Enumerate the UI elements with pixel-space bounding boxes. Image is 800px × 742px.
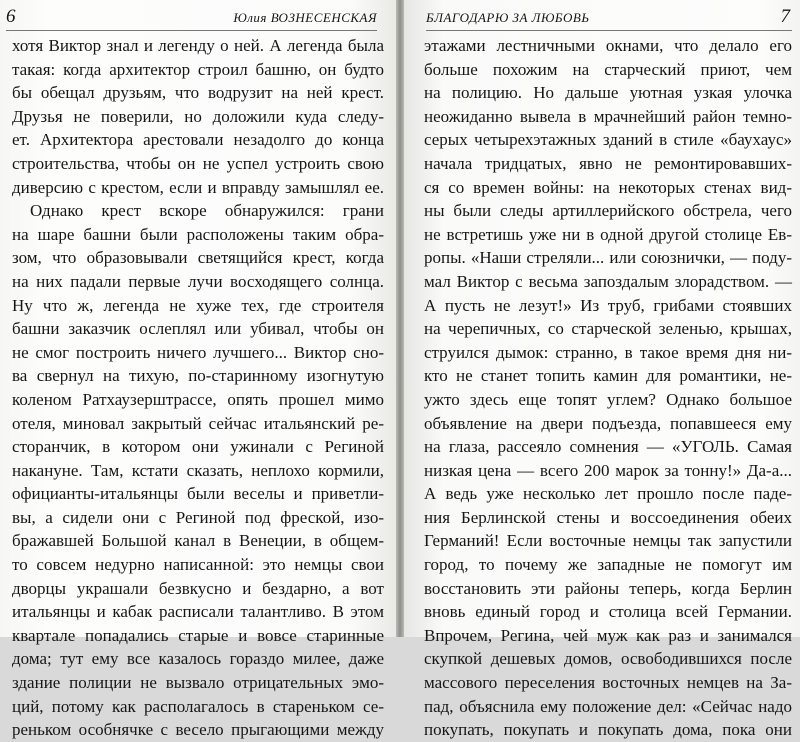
text-line: больше похожим на старческий приют, чем	[424, 59, 792, 79]
text-line: низкая цена — всего 200 марок за тонну!» Да-а...	[424, 460, 792, 480]
text-line: мал Виктор с весьма запоздалым злорадством. —	[424, 271, 792, 291]
text-line: официанты-итальянцы были веселы и приветли-	[12, 484, 384, 504]
text-line: массового переселения восточных немцев на За-	[424, 673, 792, 693]
text-line: квартале попадались старые и вовсе старинные	[12, 625, 384, 645]
text-line: на них падали первые лучи восходящего солнца.	[12, 271, 384, 291]
left-page-text	[12, 34, 384, 742]
right-page-text	[424, 34, 792, 742]
text-line: кто не станет топить камин для романтики, не-	[424, 366, 792, 386]
text-line: ны были следы артиллерийского обстрела, чего	[424, 201, 792, 221]
text-line: восстановить эти районы теперь, когда Берлин	[424, 578, 792, 598]
text-line: накануне. Там, кстати сказать, неплохо кормили,	[12, 460, 384, 480]
text-line: серых четырехэтажных зданий в стиле «баухаус»	[424, 130, 792, 150]
text-line: объявление на двери подъезда, попавшееся ему	[424, 413, 792, 433]
text-line: не смог построить ничего лучшего... Виктор сно-	[12, 342, 384, 362]
text-line: ния Берлинской стены и воссоединения обеих	[424, 507, 792, 527]
left-header-rule	[6, 30, 377, 31]
text-line: Однако крест вскоре обнаружился: грани	[30, 201, 384, 221]
text-line: Германий! Если восточные немцы так запустили	[424, 531, 792, 551]
right-page	[404, 0, 800, 740]
text-line: бражавшей Большой канал в Венеции, в общем-	[12, 531, 384, 551]
text-line: коленом Ратхаузерштрассе, опять прошел мимо	[12, 389, 384, 409]
text-line: сторанчик, в котором они ужинали с Региной	[12, 437, 384, 457]
left-running-head: Юлия ВОЗНЕСЕНСКАЯ	[233, 10, 377, 25]
right-page-number: 7	[780, 6, 790, 27]
text-line: ва свернул на тихую, по-старинному изогнутую	[12, 366, 384, 386]
text-line: ет. Архитектора арестовали незадолго до конца	[12, 130, 384, 150]
text-line: дворцы украшали безвкусно и бездарно, а вот	[12, 578, 384, 598]
text-line: этажами лестничными окнами, что делало его	[424, 36, 792, 55]
text-line: такая: когда архитектор строил башню, он будто	[12, 59, 384, 79]
text-line: покупать, покупать и покупать дома, пока они	[424, 720, 792, 740]
text-line: А пусть не лезут!» Из труб, грибами стоявших	[424, 295, 792, 315]
text-line: диверсию с крестом, если и вправду замышлял ее.	[12, 177, 384, 197]
text-line: пад, объяснила ему положение дел: «Сейчас надо	[424, 696, 792, 716]
left-page-number: 6	[6, 6, 16, 27]
text-line: башни заказчик ослеплял или убивал, чтобы он	[12, 319, 384, 339]
text-line: струился дымок: странно, в такое время дня ни-	[424, 342, 792, 362]
text-line: отеля, миновал закрытый сейчас итальянский ре-	[12, 413, 384, 433]
text-line: ся со времен войны: на некоторых стенах вид-	[424, 177, 792, 197]
text-line: неожиданно вывела в мрачнейший район темно-	[424, 106, 792, 126]
text-line: ропы. «Наши стреляли... или союзнички, — поду-	[424, 248, 792, 268]
text-line: зом, что образовывали светящийся крест, когда	[12, 248, 384, 268]
right-running-head: БЛАГОДАРЮ ЗА ЛЮБОВЬ	[426, 10, 590, 25]
text-line: вы, а сидели они с Региной под фреской, изо-	[12, 507, 384, 527]
text-line: дома; тут ему все казалось гораздо милее, даже	[12, 649, 384, 669]
text-line: здание полиции не вызвало отрицательных эмо-	[12, 673, 384, 693]
text-line: Впрочем, Регина, чей муж как раз и занимался	[424, 625, 792, 645]
text-line: А ведь уже несколько лет прошло после паде-	[424, 484, 792, 504]
text-line: начала тридцатых, явно не ремонтировавших-	[424, 153, 792, 173]
text-line: скупкой дешевых домов, освободившихся после	[424, 649, 792, 669]
book-gutter	[396, 0, 404, 637]
text-line: итальянцы и кабак расписали талантливо. В этом	[12, 602, 384, 622]
text-line: на черепичных, со старческой зеленью, крышах,	[424, 319, 792, 339]
text-line: Друзья не поверили, но доложили куда следу-	[12, 106, 384, 126]
text-line: то совсем недурно написанной: это немцы свои	[12, 555, 384, 575]
text-line: вновь единый город и столица всей Германии.	[424, 602, 792, 622]
text-line: реньком особнячке с весело прыгающими между	[12, 720, 384, 740]
text-line: город, то почему же западные не помогут им	[424, 555, 792, 575]
text-line: хотя Виктор знал и легенду о ней. А легенда была	[12, 36, 384, 55]
text-line: ций, потому как располагалось в стареньком се-	[12, 696, 384, 716]
left-page	[0, 0, 396, 740]
text-line: на шаре башни были расположены таким обра-	[12, 224, 384, 244]
text-line: на глаза, рассеяло сомнения — «УГОЛЬ. Самая	[424, 437, 792, 457]
text-line: ужто здесь еще топят углем? Однако большое	[424, 389, 792, 409]
text-line: Ну что ж, легенда не хуже тех, где строителя	[12, 295, 384, 315]
right-header-rule	[426, 30, 792, 31]
text-line: бы обещал друзьям, что водрузит на ней крест.	[12, 83, 384, 103]
text-line: на полицию. Но дальше уютная узкая улочка	[424, 83, 792, 103]
text-line: не встретишь уже ни в одной другой столице Ев-	[424, 224, 792, 244]
text-line: строительства, чтобы он не успел устроить свою	[12, 153, 384, 173]
